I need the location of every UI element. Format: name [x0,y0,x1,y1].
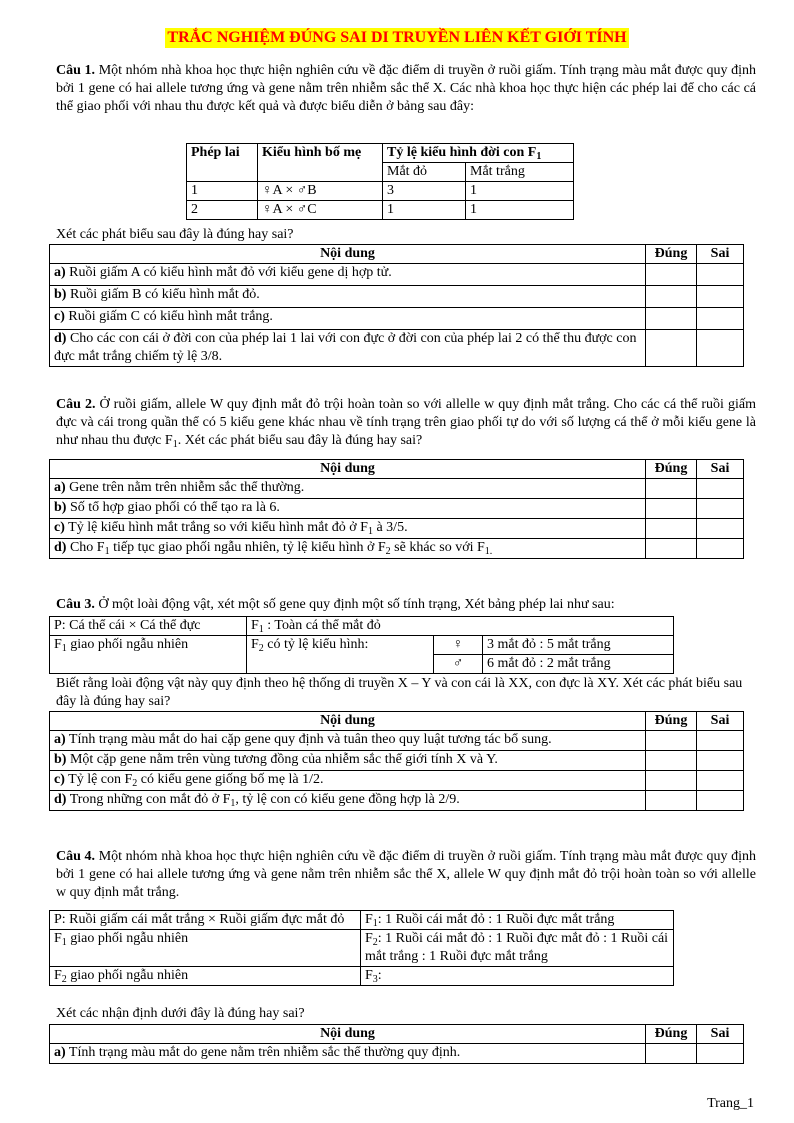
false-answer-box[interactable] [697,330,744,367]
question-1-body: Một nhóm nhà khoa học thực hiện nghiên cứu về đặc điểm di truyền ở ruồi giấm. Tính trạng màu mắt được quy định bởi 1 gene có hai allele tương ứng và gene nằm trên nhiễm sắc thể X. Các nhà khoa học thực hiện các phép lai để cho các cá thể giao phối với nhau thu được kết quả và được biểu diễn ở bảng sau đây: [56,63,757,114]
male-symbol-icon: ♂ [434,655,483,674]
table-row [187,182,574,201]
true-answer-box[interactable] [646,499,697,519]
cell-cross: 2 [187,201,258,220]
statement-table-3 [49,711,744,811]
false-answer-box[interactable] [697,308,744,330]
statement-row: a) Gene trên nằm trên nhiễm sắc thể thường. [50,479,744,499]
header-ratio: Tỷ lệ kiểu hình đời con $F_1$ [383,144,574,163]
false-answer-box[interactable] [697,751,744,771]
header-false: Sai [697,1025,744,1044]
statement-row: c) Tỷ lệ con $F_2$ có kiểu gene giống bố mẹ là 1/2. [50,771,744,791]
statement-row: b) Ruồi giấm B có kiểu hình mắt đỏ. [50,286,744,308]
cell-parent-cross: P: Ruồi giấm cái mắt trắng × Ruồi giấm đực mắt đỏ [50,911,361,930]
cell-f1-result: $F_1$ : Toàn cá thể mắt đỏ [247,617,674,636]
false-answer-box[interactable] [697,519,744,539]
cell-parents: ♀A × ♂C [258,201,383,220]
cell-f2-result: $F_2$: 1 Ruồi cái mắt đỏ : 1 Ruồi đực mắt đỏ : 1 Ruồi cái mắt trắng : 1 Ruồi đực mắt trắng [361,930,674,967]
table-row [187,201,574,220]
header-true: Đúng [646,712,697,731]
true-answer-box[interactable] [646,771,697,791]
header-white-eye: Mắt trắng [466,163,574,182]
question-1-text [56,62,756,116]
header-false: Sai [697,712,744,731]
true-answer-box[interactable] [646,731,697,751]
true-answer-box[interactable] [646,1044,697,1064]
page-number: Trang_1 [707,1096,754,1111]
statement-row: c) Ruồi giấm C có kiểu hình mắt trắng. [50,308,744,330]
header-true: Đúng [646,245,697,264]
statement-row: d) Trong những con mắt đỏ ở $F_1$, tỷ lệ con có kiểu gene đồng hợp là 2/9. [50,791,744,811]
cross-table-4 [49,910,674,986]
header-content: Nội dung [50,460,646,479]
cell-f1-mating: $F_1$ giao phối ngẫu nhiên [50,636,247,674]
statement-table-2 [49,459,744,559]
false-answer-box[interactable] [697,499,744,519]
cell-parents: ♀A × ♂B [258,182,383,201]
header-true: Đúng [646,1025,697,1044]
statement-row: b) Số tổ hợp giao phối có thể tạo ra là 6. [50,499,744,519]
true-answer-box[interactable] [646,308,697,330]
question-4-label: Câu 4. [56,849,96,864]
statement-row: d) Cho các con cái ở đời con của phép lai 1 lai với con đực ở đời con của phép lai 2 có thể thu được con đực mắt trắng chiếm tỷ lệ 3/8. [50,330,744,367]
cell-white: 1 [466,182,574,201]
false-answer-box[interactable] [697,771,744,791]
true-answer-box[interactable] [646,751,697,771]
true-answer-box[interactable] [646,479,697,499]
header-false: Sai [697,245,744,264]
cell-female-ratio: 3 mắt đỏ : 5 mắt trắng [483,636,674,655]
true-answer-box[interactable] [646,519,697,539]
cell-white: 1 [466,201,574,220]
false-answer-box[interactable] [697,286,744,308]
question-3-text: Câu 3. Ở một loài động vật, xét một số gene quy định một số tính trạng, Xét bảng phép lai như sau: [56,597,615,612]
true-answer-box[interactable] [646,791,697,811]
true-answer-box[interactable] [646,539,697,559]
question-2-label: Câu 2. [56,397,96,412]
page-title: TRẮC NGHIỆM ĐÚNG SAI DI TRUYỀN LIÊN KẾT GIỚI TÍNH [167,29,627,46]
false-answer-box[interactable] [697,539,744,559]
header-false: Sai [697,460,744,479]
statement-row: d) Cho $F_1$ tiếp tục giao phối ngẫu nhiên, tỷ lệ kiểu hình ở $F_2$ sẽ khác so với $F_{1.}$ [50,539,744,559]
statement-row: a) Ruồi giấm A có kiểu hình mắt đỏ với kiểu gene dị hợp tử. [50,264,744,286]
cell-f1-result: $F_1$: 1 Ruồi cái mắt đỏ : 1 Ruồi đực mắt trắng [361,911,674,930]
statement-row: a) Tính trạng màu mắt do gene nằm trên nhiễm sắc thể thường quy định. [50,1044,744,1064]
false-answer-box[interactable] [697,479,744,499]
question-4-prompt: Xét các nhận định dưới đây là đúng hay sai? [56,1006,305,1021]
question-1-prompt: Xét các phát biểu sau đây là đúng hay sai? [56,227,294,242]
false-answer-box[interactable] [697,264,744,286]
question-4-text: Câu 4. Một nhóm nhà khoa học thực hiện nghiên cứu về đặc điểm di truyền ở ruồi giấm. Tính trạng màu mắt được quy định bởi 1 gene có hai allele tương ứng và gene nằm trên nhiễm sắc thể X, allele W quy định mắt đỏ trội hoàn toàn so với allelle w quy định mắt trắng. [56,849,757,900]
header-red-eye: Mắt đỏ [383,163,466,182]
question-3-prompt: Biết rằng loài động vật này quy định theo hệ thống di truyền X – Y và con cái là XX, con đực là XY. Xét các phát biểu sau đây là đúng hay sai? [56,676,743,709]
cell-f2-mating: $F_2$ giao phối ngẫu nhiên [50,967,361,986]
statement-row: c) Tỷ lệ kiểu hình mắt trắng so với kiểu hình mắt đỏ ở $F_1$ à 3/5. [50,519,744,539]
cell-red: 3 [383,182,466,201]
header-true: Đúng [646,460,697,479]
question-3-label: Câu 3. [56,597,95,612]
false-answer-box[interactable] [697,731,744,751]
header-content: Nội dung [50,712,646,731]
cross-table-1 [186,143,574,220]
statement-row: a) Tính trạng màu mắt do hai cặp gene quy định và tuân theo quy luật tương tác bổ sung. [50,731,744,751]
true-answer-box[interactable] [646,330,697,367]
false-answer-box[interactable] [697,791,744,811]
true-answer-box[interactable] [646,286,697,308]
header-cross: Phép lai [187,144,258,182]
header-parents: Kiểu hình bố mẹ [258,144,383,182]
header-content: Nội dung [50,1025,646,1044]
statement-table-1 [49,244,744,367]
statement-row: b) Một cặp gene nằm trên vùng tương đồng của nhiễm sắc thể giới tính X và Y. [50,751,744,771]
question-2-text: Câu 2. Ở ruồi giấm, allele W quy định mắt đỏ trội hoàn toàn so với allelle w quy định mắt trắng. Cho các cá thể ruồi giấm đực và cái trong quần thể có 5 kiểu gene khác nhau về tính trạng trên giao phối tự do với số lượng cá thể ở mỗi kiểu gene là như nhau thu được $F_1$. Xét các phát biểu sau đây là đúng hay sai? [56,397,756,450]
false-answer-box[interactable] [697,1044,744,1064]
cross-table-3 [49,616,674,674]
cell-parent-cross: P: Cá thể cái × Cá thể đực [50,617,247,636]
cell-f3-result: $F_3$: [361,967,674,986]
question-1-label: Câu 1. [56,63,96,78]
cell-cross: 1 [187,182,258,201]
female-symbol-icon: ♀ [434,636,483,655]
cell-red: 1 [383,201,466,220]
cell-male-ratio: 6 mắt đỏ : 2 mắt trắng [483,655,674,674]
cell-f2-label: $F_2$ có tỷ lệ kiểu hình: [247,636,434,674]
header-content: Nội dung [50,245,646,264]
cell-f1-mating: $F_1$ giao phối ngẫu nhiên [50,930,361,967]
statement-table-4 [49,1024,744,1064]
true-answer-box[interactable] [646,264,697,286]
